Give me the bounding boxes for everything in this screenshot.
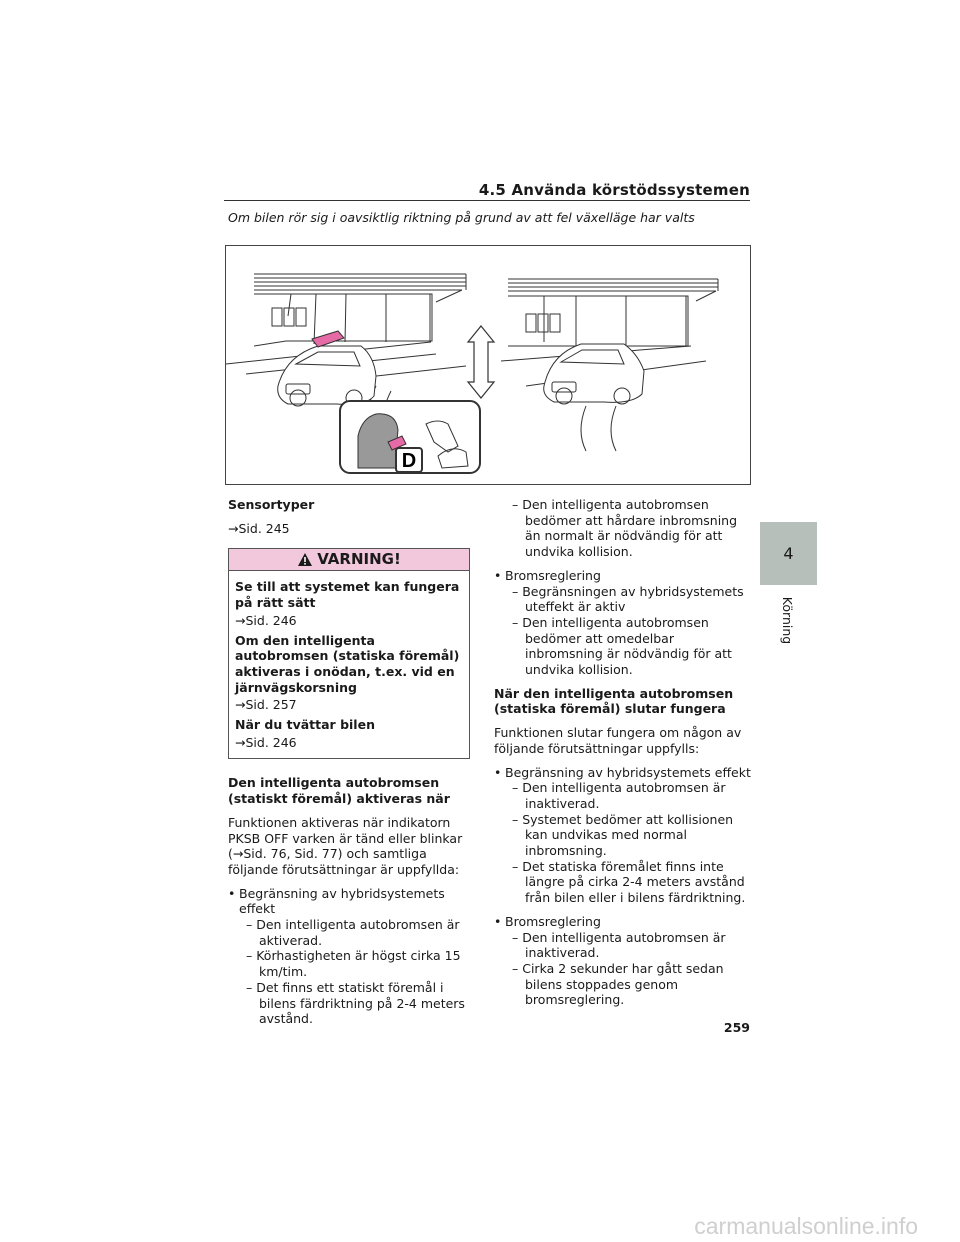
chapter-label-container <box>748 590 828 650</box>
car-right <box>544 344 644 404</box>
bullet-label-continuation: effekt <box>239 901 276 917</box>
chapter-number: 4 <box>783 544 794 563</box>
warning-item-heading: Se till att systemet kan fungera på rätt sätt <box>235 579 460 611</box>
figure-caption: Om bilen rör sig i oavsiktlig riktning på grund av att fel växelläge har valts <box>228 210 695 225</box>
dash-item: – Det finns ett statiskt föremål i bilens färdriktning på 2-4 meters avstånd. <box>246 979 465 1027</box>
left-column <box>228 497 473 1027</box>
stop-text: Funktionen slutar fungera om någon av följande förutsättningar uppfylls: <box>494 725 742 756</box>
bullet-label: • Begränsning av hybridsystemets effekt <box>494 765 754 781</box>
car-left <box>278 346 376 406</box>
bullet-label: • Bromsreglering <box>494 568 754 584</box>
dash-item: – Begränsningen av hybridsystemets uteffekt är aktiv <box>512 583 744 615</box>
page-number: 259 <box>723 1020 750 1035</box>
dash-item: – Den intelligenta autobromsen är inaktiverad. <box>512 780 726 811</box>
chapter-label: Körning <box>780 596 796 644</box>
warning-title: VARNING! <box>317 550 401 569</box>
dash-item: – Den intelligenta autobromsen är inaktiverad. <box>512 929 726 961</box>
transition-arrow <box>468 326 494 398</box>
section-title: 4.5 Använda körstödssystemen <box>478 181 750 199</box>
dash-item: – Den intelligenta autobromsen är aktiverad. <box>246 917 460 948</box>
parking-illustration <box>226 246 751 485</box>
warning-item-ref[interactable]: →Sid. 246 <box>235 612 297 628</box>
warning-box <box>228 548 470 759</box>
dash-item: – Den intelligenta autobromsen bedömer att hårdare inbromsning än normalt är nödvändig för att undvika kollision. <box>512 497 738 560</box>
bullet-label: • Begränsning av hybridsystemets <box>228 886 473 902</box>
header-divider <box>224 200 750 201</box>
dash-item: – Systemet bedömer att kollisionen kan undvikas med normal inbromsning. <box>512 811 734 859</box>
warning-item-ref[interactable]: →Sid. 257 <box>235 697 297 713</box>
dash-item: – Den intelligenta autobromsen bedömer att omedelbar inbromsning är nödvändig för att undvika kollision. <box>512 614 732 678</box>
stop-heading: När den intelligenta autobromsen (statiska föremål) slutar fungera <box>494 685 734 717</box>
warning-triangle-icon <box>297 552 313 567</box>
dash-item: – Det statiska föremålet finns inte längre på cirka 2-4 meters avstånd från bilen eller i bilens färdriktning. <box>512 858 746 906</box>
warning-item-heading: När du tvättar bilen <box>235 717 375 733</box>
warning-body <box>229 571 469 758</box>
dash-item: – Körhastigheten är högst cirka 15 km/tim. <box>246 948 461 980</box>
watermark: carmanualsonline.info <box>694 1213 918 1239</box>
right-column <box>494 497 754 1008</box>
gear-letter: D <box>401 450 417 472</box>
dash-item: – Cirka 2 sekunder har gått sedan bilens stoppades genom bromsreglering. <box>512 960 724 1008</box>
activation-heading: Den intelligenta autobromsen (statiskt föremål) aktiveras när <box>228 775 450 807</box>
warning-header <box>229 549 469 571</box>
bullet-label: • Bromsreglering <box>494 914 754 930</box>
sensor-heading: Sensortyper <box>228 497 315 512</box>
sensor-ref-link[interactable]: →Sid. 245 <box>228 520 290 536</box>
illustration-figure <box>225 245 751 485</box>
forward-arrow <box>312 331 344 347</box>
warning-item-heading: Om den intelligenta autobromsen (statiska föremål) aktiveras i onödan, t.ex. vid en järnvägskorsning <box>235 632 460 695</box>
chapter-tab[interactable] <box>760 522 817 585</box>
warning-item-ref[interactable]: →Sid. 246 <box>235 734 297 750</box>
activation-text: Funktionen aktiveras när indikatorn PKSB OFF varken är tänd eller blinkar (→Sid. 76, Sid. 77) och samtliga följande förutsättningar är uppfyllda: <box>228 814 463 877</box>
